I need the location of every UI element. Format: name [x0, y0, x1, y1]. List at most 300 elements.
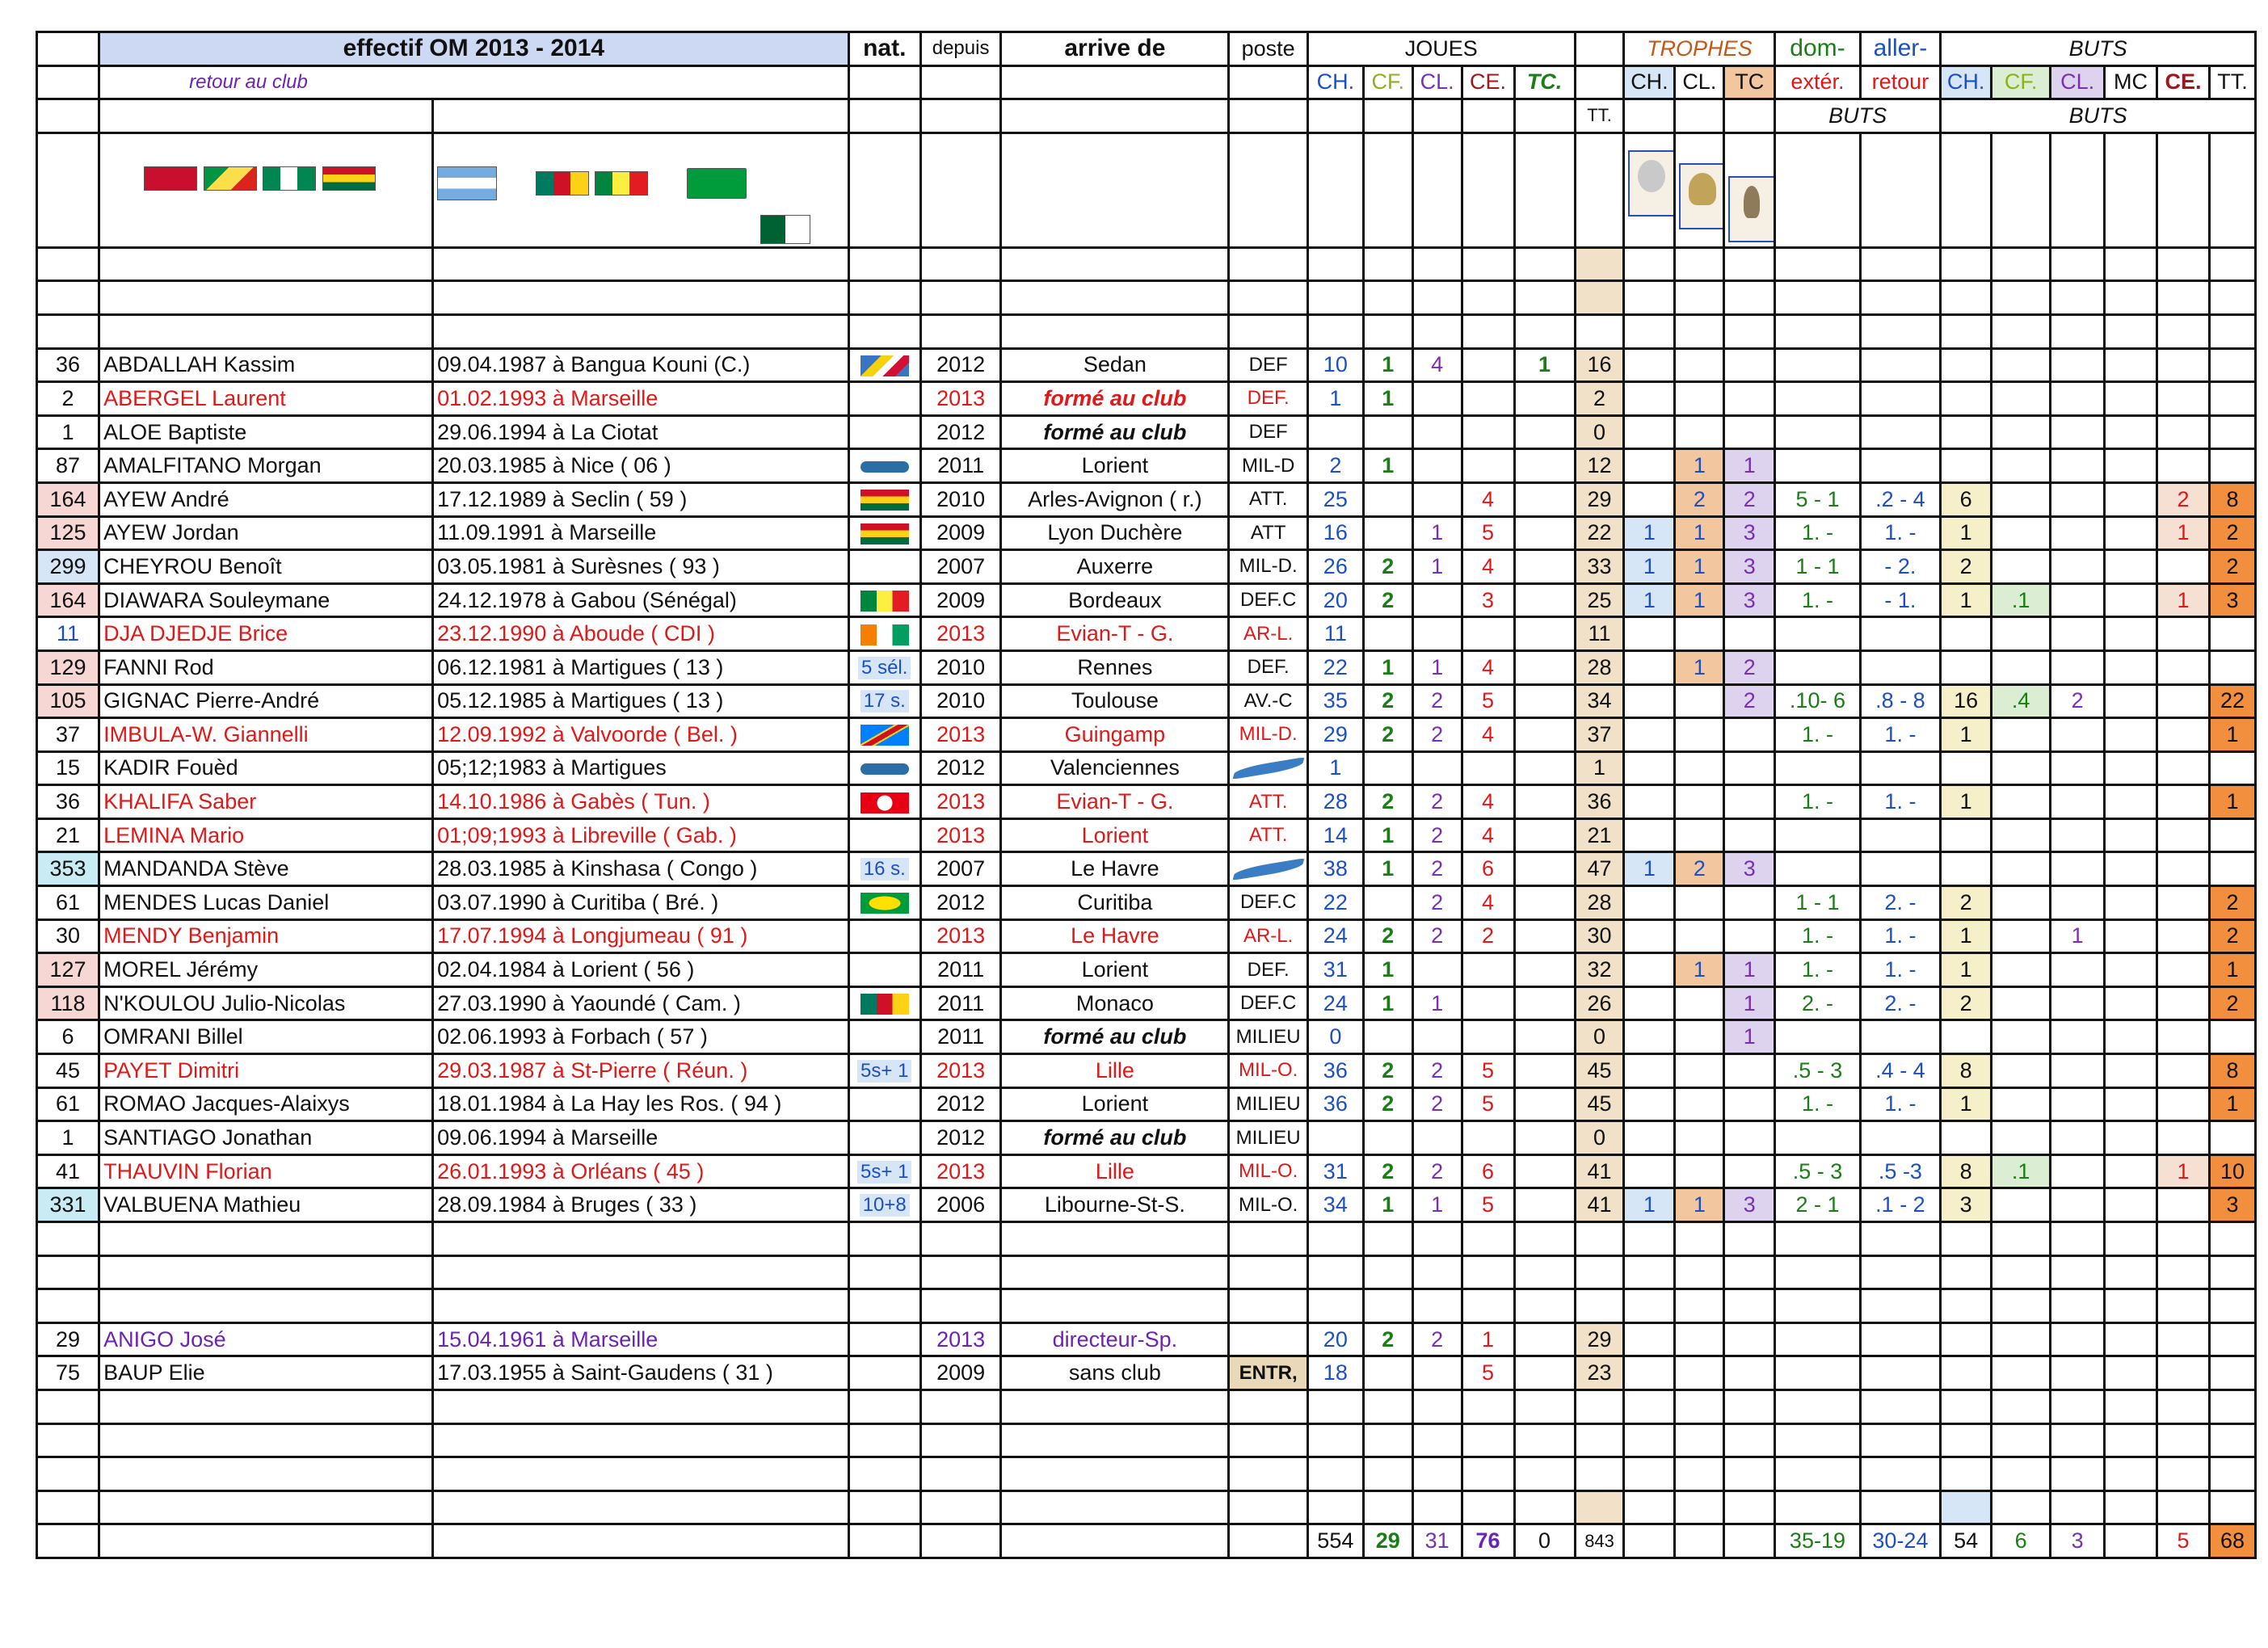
played-ch: 29: [1307, 718, 1363, 752]
goals-cf: [1992, 1188, 2051, 1222]
played-cf: [1363, 415, 1412, 449]
trophy-tc: [1724, 1356, 1775, 1390]
position: ENTR,: [1229, 1356, 1307, 1390]
birth-info: 24.12.1978 à Gabou (Sénégal): [433, 583, 848, 617]
since-year: 2012: [920, 886, 1000, 920]
header-row-1: [37, 32, 2256, 66]
played-ce: [1462, 1020, 1514, 1054]
trophy-ch: [1624, 718, 1675, 752]
goals-cf: [1992, 953, 2051, 987]
played-tc: [1514, 482, 1575, 516]
goals-mc: [2105, 986, 2157, 1020]
goals-cf: [1992, 382, 2051, 416]
trophy-ch: [1624, 1322, 1675, 1356]
goals-cl: [2051, 785, 2105, 819]
trophy-cl: [1675, 1154, 1724, 1188]
played-tc: [1514, 818, 1575, 852]
nationality: [848, 1154, 920, 1188]
played-cl: 2: [1412, 919, 1462, 953]
goals-ce: [2157, 650, 2210, 684]
played-ch: 35: [1307, 684, 1363, 718]
previous-club: Auxerre: [1001, 550, 1229, 584]
total-cl: 31: [1412, 1524, 1462, 1558]
played-cf: 2: [1363, 1322, 1412, 1356]
congo-flag-icon: [204, 166, 257, 191]
trophy-cl: [1675, 1054, 1724, 1088]
played-cf: [1363, 617, 1412, 651]
player-name: ANIGO José: [99, 1322, 433, 1356]
home-away-goals: 1. -: [1775, 516, 1861, 550]
goals-ce: [2157, 1356, 2210, 1390]
nationality: [848, 1322, 920, 1356]
played-cf: [1363, 1020, 1412, 1054]
previous-club: Lyon Duchère: [1001, 516, 1229, 550]
first-second-leg-goals: 1. -: [1860, 1087, 1940, 1121]
played-total: 41: [1575, 1154, 1624, 1188]
goals-total: 8: [2209, 1054, 2255, 1088]
jersey-number: 61: [37, 1087, 99, 1121]
played-ce: 5: [1462, 1188, 1514, 1222]
total-dom: 35-19: [1775, 1524, 1861, 1558]
trophy-tc: [1724, 617, 1775, 651]
goals-ce: [2157, 1087, 2210, 1121]
played-ce: 6: [1462, 1154, 1514, 1188]
selections-badge: 17 s.: [860, 690, 909, 713]
home-away-goals: .5 - 3: [1775, 1154, 1861, 1188]
previous-club: Arles-Avignon ( r.): [1001, 482, 1229, 516]
nationality: [848, 550, 920, 584]
played-cl: 1: [1412, 1188, 1462, 1222]
played-total: 0: [1575, 1121, 1624, 1155]
col-buts: BUTS: [1941, 32, 2256, 66]
table-row: [37, 1121, 2256, 1155]
roster-table: [36, 31, 2257, 1559]
since-year: 2013: [920, 1154, 1000, 1188]
played-cf: 1: [1363, 650, 1412, 684]
player-name: IMBULA-W. Giannelli: [99, 718, 433, 752]
played-ch: 24: [1307, 919, 1363, 953]
played-total: 41: [1575, 1188, 1624, 1222]
played-ce: [1462, 1121, 1514, 1155]
goals-ce: [2157, 1322, 2210, 1356]
position: [1229, 852, 1307, 886]
player-name: DJA DJEDJE Brice: [99, 617, 433, 651]
first-second-leg-goals: .2 - 4: [1860, 482, 1940, 516]
goals-cf: [1992, 986, 2051, 1020]
trophy-cl: [1675, 1087, 1724, 1121]
played-ce: 5: [1462, 1356, 1514, 1390]
goals-total: 22: [2209, 684, 2255, 718]
played-cf: [1363, 482, 1412, 516]
goals-ce: [2157, 986, 2210, 1020]
trophy-cl: [1675, 986, 1724, 1020]
goals-total: [2209, 415, 2255, 449]
goals-mc: [2105, 583, 2157, 617]
played-tc: [1514, 1121, 1575, 1155]
trophy-tc: [1724, 919, 1775, 953]
trophy-ch: [1624, 1087, 1675, 1121]
player-name: DIAWARA Souleymane: [99, 583, 433, 617]
total-cf: 29: [1363, 1524, 1412, 1558]
goals-mc: [2105, 415, 2157, 449]
previous-club: Guingamp: [1001, 718, 1229, 752]
played-total: 29: [1575, 482, 1624, 516]
first-second-leg-goals: [1860, 348, 1940, 382]
sub-exter: extér.: [1775, 65, 1861, 99]
birth-info: 01.02.1993 à Marseille: [433, 382, 848, 416]
played-cl: 2: [1412, 785, 1462, 819]
played-ce: 3: [1462, 583, 1514, 617]
goals-total: [2209, 348, 2255, 382]
birth-info: 17.03.1955 à Saint-Gaudens ( 31 ): [433, 1356, 848, 1390]
previous-club: Evian-T - G.: [1001, 785, 1229, 819]
played-cl: [1412, 1121, 1462, 1155]
since-year: 2011: [920, 986, 1000, 1020]
previous-club: Sedan: [1001, 348, 1229, 382]
ghana-flag-icon: [322, 166, 376, 191]
player-name: ABERGEL Laurent: [99, 382, 433, 416]
trophy-cl: 1: [1675, 650, 1724, 684]
table-row: [37, 1087, 2256, 1121]
played-tc: [1514, 986, 1575, 1020]
played-ch: 1: [1307, 751, 1363, 785]
player-name: ABDALLAH Kassim: [99, 348, 433, 382]
nationality: [848, 1020, 920, 1054]
birth-info: 17.12.1989 à Seclin ( 59 ): [433, 482, 848, 516]
played-ch: [1307, 415, 1363, 449]
played-ce: [1462, 415, 1514, 449]
trophy-tc: [1724, 382, 1775, 416]
nationality: [848, 650, 920, 684]
spacer-row: [37, 1289, 2256, 1323]
algeria-flag-icon: [760, 215, 810, 244]
goals-ce: [2157, 919, 2210, 953]
position: MIL-O.: [1229, 1188, 1307, 1222]
jersey-number: 331: [37, 1188, 99, 1222]
played-tc: [1514, 516, 1575, 550]
since-year: 2013: [920, 382, 1000, 416]
player-name: N'KOULOU Julio-Nicolas: [99, 986, 433, 1020]
position: DEF.: [1229, 382, 1307, 416]
previous-club: Monaco: [1001, 986, 1229, 1020]
since-year: 2012: [920, 1121, 1000, 1155]
goals-total: 3: [2209, 1188, 2255, 1222]
played-cl: 2: [1412, 718, 1462, 752]
trophy-tc: 2: [1724, 650, 1775, 684]
goals-cl: [2051, 718, 2105, 752]
jersey-number: 1: [37, 1121, 99, 1155]
goals-total: 8: [2209, 482, 2255, 516]
goals-total: [2209, 1121, 2255, 1155]
goals-ch: [1941, 617, 1992, 651]
goals-cf: [1992, 1322, 2051, 1356]
col-aller: aller-: [1860, 32, 1940, 66]
played-ch: 36: [1307, 1054, 1363, 1088]
goals-ch: [1941, 1322, 1992, 1356]
goals-cl: [2051, 1356, 2105, 1390]
played-ce: 4: [1462, 550, 1514, 584]
previous-club: Toulouse: [1001, 684, 1229, 718]
played-total: 30: [1575, 919, 1624, 953]
goals-cf: [1992, 852, 2051, 886]
goals-mc: [2105, 886, 2157, 920]
since-year: 2011: [920, 953, 1000, 987]
goals-cl: [2051, 953, 2105, 987]
played-cl: [1412, 617, 1462, 651]
sub-buts-mc: MC: [2105, 65, 2157, 99]
goals-ch: [1941, 818, 1992, 852]
player-name: MENDY Benjamin: [99, 919, 433, 953]
goalkeeper-icon: [1232, 757, 1304, 780]
goals-ce: [2157, 415, 2210, 449]
trophy-tc: [1724, 348, 1775, 382]
first-second-leg-goals: [1860, 449, 1940, 483]
player-name: MENDES Lucas Daniel: [99, 886, 433, 920]
roster-sheet: [36, 31, 2257, 1559]
goals-cl: 2: [2051, 684, 2105, 718]
trophy-ch: [1624, 415, 1675, 449]
goals-total: [2209, 1322, 2255, 1356]
goals-mc: [2105, 1087, 2157, 1121]
played-ch: 20: [1307, 1322, 1363, 1356]
played-cl: 2: [1412, 1154, 1462, 1188]
sub-buts-cf: CF.: [1992, 65, 2051, 99]
birth-info: 02.04.1984 à Lorient ( 56 ): [433, 953, 848, 987]
trophy-tc: 3: [1724, 516, 1775, 550]
table-row: [37, 382, 2256, 416]
goals-total: 2: [2209, 919, 2255, 953]
goals-ch: 1: [1941, 718, 1992, 752]
player-name: OMRANI Billel: [99, 1020, 433, 1054]
goals-ch: 3: [1941, 1188, 1992, 1222]
goals-cl: [2051, 583, 2105, 617]
player-name: KADIR Fouèd: [99, 751, 433, 785]
home-away-goals: [1775, 818, 1861, 852]
goals-cf: [1992, 1054, 2051, 1088]
played-ch: 31: [1307, 953, 1363, 987]
played-total: 47: [1575, 852, 1624, 886]
goals-ch: 1: [1941, 785, 1992, 819]
goals-total: 1: [2209, 1087, 2255, 1121]
played-ce: 5: [1462, 1087, 1514, 1121]
first-second-leg-goals: .4 - 4: [1860, 1054, 1940, 1088]
goals-ce: [2157, 449, 2210, 483]
played-tc: [1514, 1322, 1575, 1356]
position: DEF.: [1229, 953, 1307, 987]
trophy-ch: [1624, 684, 1675, 718]
trophy-cl: 1: [1675, 449, 1724, 483]
played-ch: 1: [1307, 382, 1363, 416]
played-ce: [1462, 449, 1514, 483]
goals-total: 2: [2209, 986, 2255, 1020]
previous-club: Lorient: [1001, 953, 1229, 987]
nationality: [848, 818, 920, 852]
since-year: 2012: [920, 348, 1000, 382]
goals-total: 1: [2209, 785, 2255, 819]
position: ATT.: [1229, 482, 1307, 516]
played-total: 45: [1575, 1054, 1624, 1088]
position: DEF: [1229, 348, 1307, 382]
total-tc: 0: [1514, 1524, 1575, 1558]
trophy-tc: 3: [1724, 852, 1775, 886]
trophy-ch: [1624, 785, 1675, 819]
position: MILIEU: [1229, 1087, 1307, 1121]
selections-badge: 16 s.: [860, 858, 909, 881]
trophy-ch: [1624, 482, 1675, 516]
cameroon-flag-icon: [536, 171, 589, 195]
goals-ch: 1: [1941, 919, 1992, 953]
home-away-goals: [1775, 348, 1861, 382]
previous-club: formé au club: [1001, 382, 1229, 416]
played-ch: 16: [1307, 516, 1363, 550]
played-tc: [1514, 449, 1575, 483]
goals-mc: [2105, 516, 2157, 550]
position: AR-L.: [1229, 919, 1307, 953]
trophy-cl: [1675, 617, 1724, 651]
played-total: 32: [1575, 953, 1624, 987]
played-tc: [1514, 1356, 1575, 1390]
previous-club: formé au club: [1001, 415, 1229, 449]
played-cl: [1412, 415, 1462, 449]
played-ch: 36: [1307, 1087, 1363, 1121]
home-away-goals: 1. -: [1775, 785, 1861, 819]
goals-total: [2209, 852, 2255, 886]
since-year: 2009: [920, 583, 1000, 617]
trophy-ch: [1624, 818, 1675, 852]
nationality: [848, 953, 920, 987]
trophy-tc: [1724, 818, 1775, 852]
player-name: KHALIFA Saber: [99, 785, 433, 819]
played-cf: 1: [1363, 449, 1412, 483]
trophy-ch: [1624, 449, 1675, 483]
total-buts-ch: 54: [1941, 1524, 1992, 1558]
played-ch: 26: [1307, 550, 1363, 584]
total-buts-ce: 5: [2157, 1524, 2210, 1558]
trophy-cl: [1675, 1356, 1724, 1390]
goals-total: [2209, 449, 2255, 483]
played-cf: 1: [1363, 953, 1412, 987]
home-away-goals: [1775, 382, 1861, 416]
goals-ch: [1941, 382, 1992, 416]
goals-total: [2209, 650, 2255, 684]
played-ch: 20: [1307, 583, 1363, 617]
since-year: 2010: [920, 482, 1000, 516]
goals-cl: [2051, 449, 2105, 483]
played-cf: 2: [1363, 785, 1412, 819]
trophy-tc: 3: [1724, 583, 1775, 617]
trophy-tc: [1724, 1087, 1775, 1121]
goals-cf: [1992, 482, 2051, 516]
goals-mc: [2105, 1322, 2157, 1356]
goals-mc: [2105, 348, 2157, 382]
goals-mc: [2105, 449, 2157, 483]
previous-club: sans club: [1001, 1356, 1229, 1390]
goals-total: 10: [2209, 1154, 2255, 1188]
played-tc: [1514, 617, 1575, 651]
previous-club: Lille: [1001, 1054, 1229, 1088]
jersey-number: 45: [37, 1054, 99, 1088]
trophy-tc: [1724, 415, 1775, 449]
selections-badge: 10+8: [860, 1194, 910, 1217]
home-away-goals: 1. -: [1775, 919, 1861, 953]
goals-ce: [2157, 1121, 2210, 1155]
previous-club: Lille: [1001, 1154, 1229, 1188]
played-ch: 34: [1307, 1188, 1363, 1222]
spacer-row: [37, 314, 2256, 348]
goals-ce: [2157, 684, 2210, 718]
since-year: 2013: [920, 1054, 1000, 1088]
trophy-cl: 2: [1675, 482, 1724, 516]
goals-total: [2209, 751, 2255, 785]
home-away-goals: [1775, 1121, 1861, 1155]
nationality: [848, 1356, 920, 1390]
position: MILIEU: [1229, 1020, 1307, 1054]
played-ch: 22: [1307, 650, 1363, 684]
played-tc: [1514, 550, 1575, 584]
goals-ch: 8: [1941, 1154, 1992, 1188]
goals-mc: [2105, 684, 2157, 718]
previous-club: Valenciennes: [1001, 751, 1229, 785]
player-list: [37, 348, 2256, 1221]
sub-joues-cl: CL.: [1412, 65, 1462, 99]
jersey-number: 2: [37, 382, 99, 416]
goals-cf: [1992, 1121, 2051, 1155]
birth-info: 03.07.1990 à Curitiba ( Bré. ): [433, 886, 848, 920]
first-second-leg-goals: 1. -: [1860, 919, 1940, 953]
first-second-leg-goals: .8 - 8: [1860, 684, 1940, 718]
played-cl: 2: [1412, 1087, 1462, 1121]
trophy-cl: 1: [1675, 516, 1724, 550]
trophy-tc: 2: [1724, 482, 1775, 516]
trophy-cl: 1: [1675, 583, 1724, 617]
played-ce: 2: [1462, 919, 1514, 953]
goals-cl: [2051, 550, 2105, 584]
trophy-ch: [1624, 1356, 1675, 1390]
home-away-goals: [1775, 449, 1861, 483]
previous-club: Lorient: [1001, 818, 1229, 852]
played-ce: 4: [1462, 818, 1514, 852]
total-ar: 30-24: [1860, 1524, 1940, 1558]
nationality: [848, 617, 920, 651]
player-name: MANDANDA Stève: [99, 852, 433, 886]
since-year: 2013: [920, 818, 1000, 852]
trophy-ch: 1: [1624, 516, 1675, 550]
home-away-goals: 1. -: [1775, 583, 1861, 617]
goals-ce: [2157, 886, 2210, 920]
played-total: 22: [1575, 516, 1624, 550]
table-row: [37, 852, 2256, 886]
goals-cf: .4: [1992, 684, 2051, 718]
trophy-tc: [1724, 1154, 1775, 1188]
goals-cf: .1: [1992, 1154, 2051, 1188]
total-buts-cf: 6: [1992, 1524, 2051, 1558]
trophy-ch: [1624, 986, 1675, 1020]
trophy-tc: 3: [1724, 550, 1775, 584]
played-total: 29: [1575, 1322, 1624, 1356]
trophy-cl: 1: [1675, 1188, 1724, 1222]
played-ce: 5: [1462, 1054, 1514, 1088]
goals-cl: [2051, 1121, 2105, 1155]
first-second-leg-goals: .5 -3: [1860, 1154, 1940, 1188]
goals-cl: [2051, 415, 2105, 449]
goals-cf: [1992, 516, 2051, 550]
played-total: 0: [1575, 415, 1624, 449]
trophy-ch: [1624, 1020, 1675, 1054]
played-tc: [1514, 583, 1575, 617]
trophy-cl: [1675, 785, 1724, 819]
trophy-cl: [1675, 718, 1724, 752]
played-ch: 2: [1307, 449, 1363, 483]
